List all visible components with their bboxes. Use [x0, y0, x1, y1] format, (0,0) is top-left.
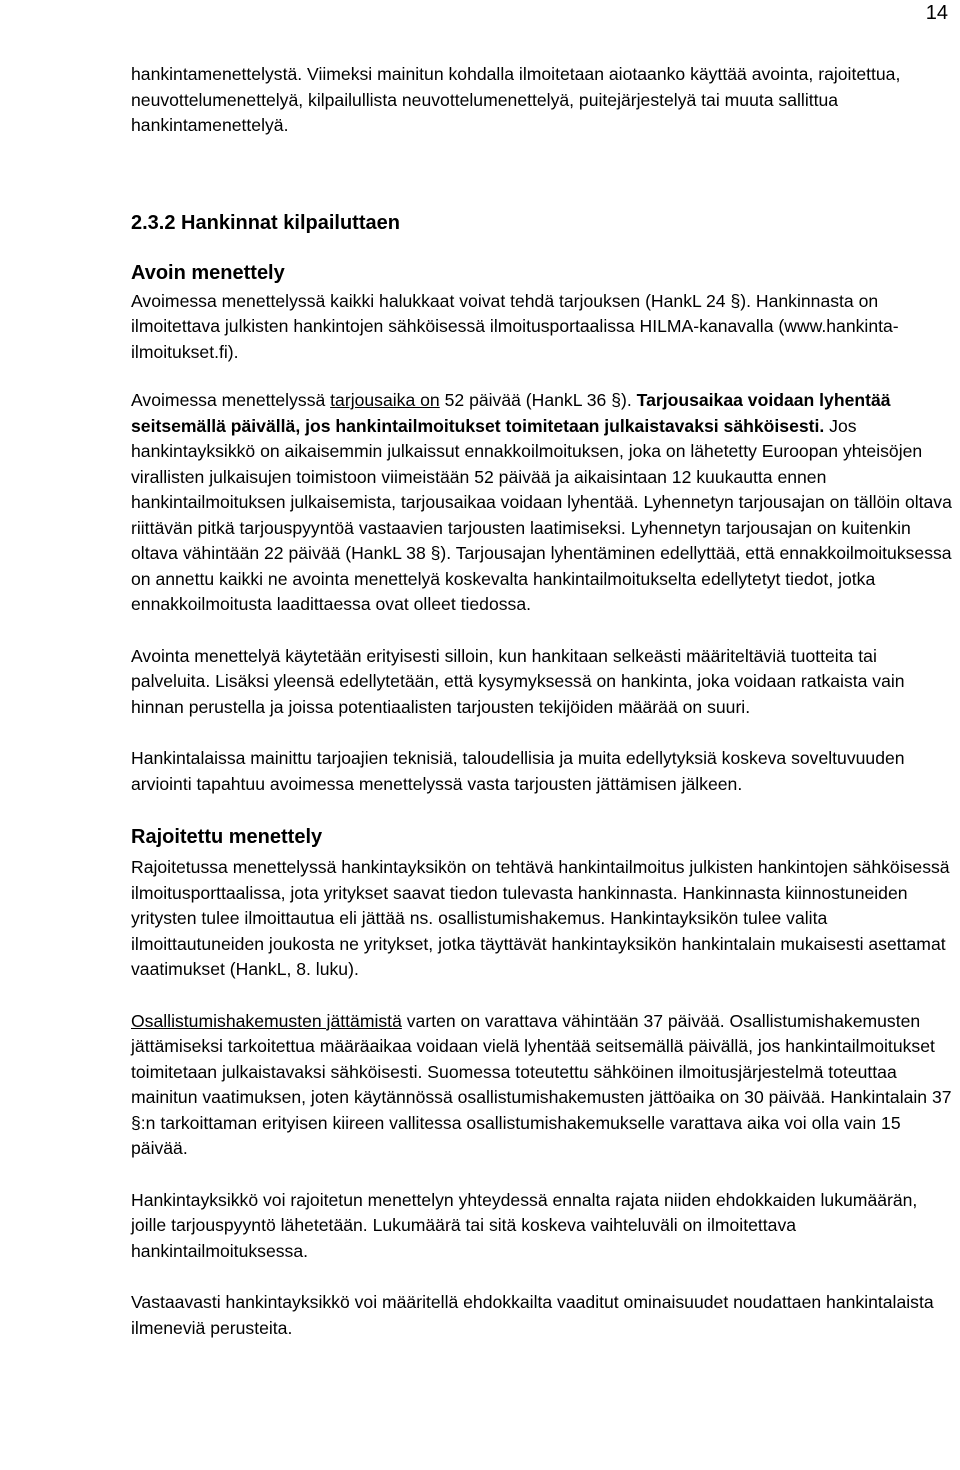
avoin-paragraph-1: Avoimessa menettelyssä kaikki halukkaat voivat tehdä tarjouksen (HankL 24 §). Hankinnasta on ilmoitettava julkisten hankintojen sähköisessä ilmoitusportaalissa HILMA-kanavalla (www.hankinta-ilmoitukset.fi).	[131, 290, 899, 362]
avoin-paragraph-3: Avointa menettelyä käytetään erityisesti silloin, kun hankitaan selkeästi määriteltäviä tuotteita tai palveluita. Lisäksi yleensä edellytetään, että kysymyksessä on hankinta, joka voidaan ratkaista vain hinnan perustella ja joissa potentiaalisten tarjousten tekijöiden määrää on suuri.	[131, 645, 905, 717]
avoin-paragraph-4: Hankintalaissa mainittu tarjoajien teknisiä, taloudellisia ja muita edellytyksiä koskeva soveltuvuuden arviointi tapahtuu avoimessa menettelyssä vasta tarjousten jättämisen jälkeen.	[131, 748, 905, 794]
avoin-p2-bold: Tarjousaikaa voidaan lyhentää seitsemällä päivällä, jos hankintailmoitukset toimitetaan julkaistavaksi sähköisesti.	[131, 390, 891, 436]
osallistumishakemusten-underlined: Osallistumishakemusten jättämistä	[131, 1010, 402, 1031]
avoin-p2-text-a: Avoimessa menettelyssä	[131, 390, 331, 410]
page-number: 14	[925, 2, 948, 24]
intro-paragraph: hankintamenettelystä. Viimeksi mainitun kohdalla ilmoitetaan aiotaanko käyttää avointa, rajoitettua, neuvottelumenettelyä, kilpailullista neuvottelumenettelyä, puitejärjestelyä tai muuta sallittua hankintamenettelyä.	[131, 64, 901, 135]
avoin-p2-text-b: 52 päivää (HankL 36 §).	[439, 390, 637, 410]
avoin-p2-text-c: Jos hankintayksikkö on aikaisemmin julkaissut ennakkoilmoituksen, joka on lähetetty Euroopan yhteisöjen virallisten julkaisujen toimistoon viimeistään 52 päivää ja aikaisintaan 12 kuukautta ennen hankintailmoituksen julkaisemista, tarjousaikaa voidaan lyhentää. Lyhennetyn tarjousajan on tällöin oltava riittävän pitkä tarjouspyyntöä vastaavien tarjousten laatimiseksi. Lyhennetyn tarjousajan on kuitenkin oltava vähintään 22 päivää (HankL 38 §). Tarjousajan lyhentäminen edellyttää, että ennakkoilmoituksessa on annettu kaikki ne avointa menettelyä koskevalta hankintailmoitukselta edellytetyt tiedot, jotka ennakkoilmoitusta laadittaessa ovat olleet tiedossa.	[131, 415, 952, 614]
rajoitettu-paragraph-1: Rajoitetussa menettelyssä hankintayksikön on tehtävä hankintailmoitus julkisten hankintojen sähköisessä ilmoitusporttaalissa, jota yritykset saavat tiedon tulevasta hankinnasta. Hankinnasta kiinnostuneiden yritysten tulee ilmoittautua eli jättää ns. osallistumishakemus. Hankintayksikön tulee valita ilmoittautuneiden joukosta ne yritykset, jotka täyttävät hankintayksikön hankintalain mukaisesti asettamat vaatimukset (HankL, 8. luku).	[131, 857, 950, 979]
avoin-paragraph-2	[131, 388, 953, 618]
section-heading: 2.3.2 Hankinnat kilpailuttaen	[131, 211, 400, 234]
avoin-heading: Avoin menettely	[131, 261, 285, 284]
rajoitettu-paragraph-3: Hankintayksikkö voi rajoitetun menettelyn yhteydessä ennalta rajata niiden ehdokkaiden lukumäärän, joille tarjouspyyntö lähetetään. Lukumäärä tai sitä koskeva vaihteluväli on ilmoitettava hankintailmoituksessa.	[131, 1189, 918, 1261]
rajoitettu-heading: Rajoitettu menettely	[131, 826, 323, 848]
rajoitettu-paragraph-2	[131, 1009, 953, 1162]
document-body	[131, 62, 953, 1341]
tarjousaika-underlined: tarjousaika on	[330, 390, 440, 410]
rajoitettu-p2-rest: varten on varattava vähintään 37 päivää. Osallistumishakemusten jättämiseksi tarkoitettua määräaikaa voidaan vielä lyhentää seitsemällä päivällä, jos hankintailmoitukset toimitetaan julkaistavaksi sähköisesti. Suomessa toteutettu sähköinen ilmoitusjärjestelmä toteuttaa mainitun vaatimuksen, joten käytännössä osallistumishakemusten jättöaika on 30 päivää. Hankintalain 37 §:n tarkoittaman erityisen kiireen vallitessa osallistumishakemukselle varattava aika voi olla vain 15 päivää.	[131, 1010, 952, 1158]
rajoitettu-paragraph-4: Vastaavasti hankintayksikkö voi määritellä ehdokkailta vaaditut ominaisuudet noudattaen hankintalaista ilmeneviä perusteita.	[131, 1292, 934, 1338]
